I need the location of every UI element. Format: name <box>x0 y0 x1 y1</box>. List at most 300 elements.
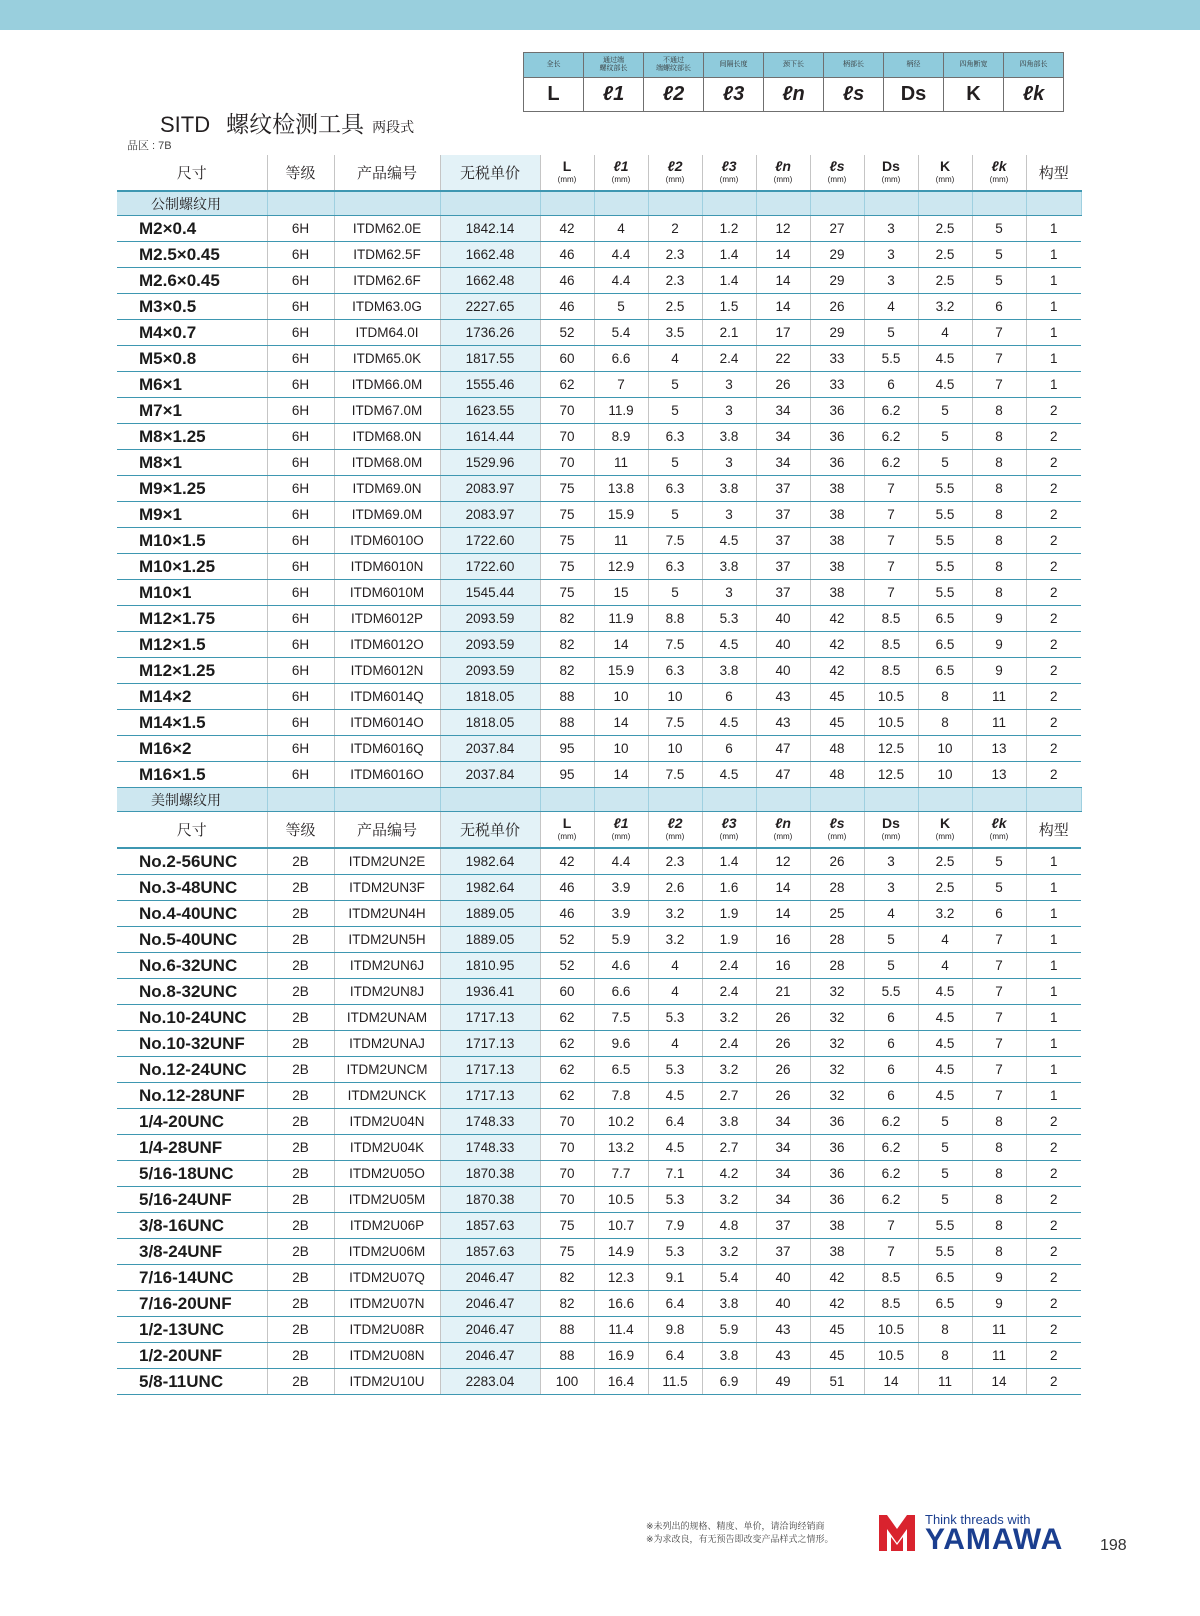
table-cell: 9 <box>972 1265 1026 1291</box>
table-cell: 2B <box>267 1005 334 1031</box>
table-cell: No.10-24UNC <box>117 1005 267 1031</box>
legend-header-cell: 间隔长度 <box>704 53 764 78</box>
table-cell: 9 <box>972 658 1026 684</box>
table-cell: 7 <box>972 979 1026 1005</box>
table-cell: ITDM6010M <box>334 580 440 606</box>
table-cell: 7.1 <box>648 1161 702 1187</box>
column-unit: (mm) <box>881 831 901 841</box>
section-spacer <box>648 788 702 812</box>
table-cell: 11 <box>972 1343 1026 1369</box>
table-cell: 75 <box>540 1239 594 1265</box>
table-cell: 6.2 <box>864 1187 918 1213</box>
table-cell: 8 <box>972 1135 1026 1161</box>
table-cell: 1717.13 <box>440 1005 540 1031</box>
table-row <box>117 848 1081 875</box>
table-cell: 8.5 <box>864 658 918 684</box>
table-row <box>117 1239 1081 1265</box>
column-header <box>972 812 1026 849</box>
table-cell: 12 <box>756 216 810 242</box>
table-cell: 40 <box>756 606 810 632</box>
table-row <box>117 320 1081 346</box>
table-cell: 2.5 <box>918 242 972 268</box>
table-cell: 5.5 <box>918 502 972 528</box>
column-header <box>756 155 810 191</box>
table-cell: 36 <box>810 1109 864 1135</box>
table-cell: 3 <box>702 450 756 476</box>
table-cell: 26 <box>756 1005 810 1031</box>
column-header: 无税单价 <box>440 155 540 191</box>
table-cell: 6.5 <box>918 606 972 632</box>
table-row <box>117 1109 1081 1135</box>
table-cell: 4 <box>648 953 702 979</box>
table-cell: 2 <box>1026 1239 1081 1265</box>
table-cell: M12×1.5 <box>117 632 267 658</box>
column-symbol: ℓ3 <box>721 814 737 831</box>
table-row <box>117 736 1081 762</box>
table-cell: 2.5 <box>648 294 702 320</box>
table-cell: 13.8 <box>594 476 648 502</box>
table-cell: 26 <box>756 1057 810 1083</box>
table-cell: 42 <box>540 216 594 242</box>
table-cell: 3.2 <box>702 1187 756 1213</box>
table-cell: 46 <box>540 875 594 901</box>
table-cell: 5 <box>972 216 1026 242</box>
table-cell: 36 <box>810 1135 864 1161</box>
section-spacer <box>918 191 972 216</box>
table-cell: ITDM69.0M <box>334 502 440 528</box>
table-cell: 2.5 <box>918 216 972 242</box>
table-cell: 14 <box>756 268 810 294</box>
table-cell: 6H <box>267 684 334 710</box>
table-cell: 6.6 <box>594 346 648 372</box>
table-cell: 1857.63 <box>440 1239 540 1265</box>
table-cell: 15.9 <box>594 502 648 528</box>
table-cell: 8 <box>972 1213 1026 1239</box>
table-cell: 16 <box>756 927 810 953</box>
table-cell: 82 <box>540 606 594 632</box>
table-cell: 7.5 <box>648 528 702 554</box>
table-cell: No.12-28UNF <box>117 1083 267 1109</box>
table-cell: ITDM2UN2E <box>334 848 440 875</box>
table-cell: 2.1 <box>702 320 756 346</box>
table-cell: 16.9 <box>594 1343 648 1369</box>
table-cell: 40 <box>756 1291 810 1317</box>
table-cell: 37 <box>756 1213 810 1239</box>
table-cell: 46 <box>540 268 594 294</box>
table-cell: 8.5 <box>864 1291 918 1317</box>
table-cell: 6.2 <box>864 1109 918 1135</box>
column-unit: (mm) <box>557 831 577 841</box>
column-symbol: ℓk <box>991 814 1007 831</box>
table-cell: 2 <box>1026 580 1081 606</box>
table-cell: 3 <box>702 372 756 398</box>
table-cell: 3.9 <box>594 875 648 901</box>
table-cell: 1.6 <box>702 875 756 901</box>
table-cell: 7/16-14UNC <box>117 1265 267 1291</box>
table-cell: 3/8-16UNC <box>117 1213 267 1239</box>
table-cell: 29 <box>810 268 864 294</box>
table-cell: 8 <box>972 1239 1026 1265</box>
table-cell: 4.8 <box>702 1213 756 1239</box>
table-cell: 42 <box>540 848 594 875</box>
table-cell: 82 <box>540 1265 594 1291</box>
table-cell: 3.2 <box>918 901 972 927</box>
table-cell: 38 <box>810 1239 864 1265</box>
table-cell: 70 <box>540 1109 594 1135</box>
table-cell: 2.3 <box>648 242 702 268</box>
table-cell: 4 <box>594 216 648 242</box>
table-cell: 2B <box>267 1369 334 1395</box>
table-cell: 2046.47 <box>440 1343 540 1369</box>
table-cell: 51 <box>810 1369 864 1395</box>
table-cell: ITDM2U06M <box>334 1239 440 1265</box>
table-cell: 1722.60 <box>440 528 540 554</box>
table-cell: 62 <box>540 1031 594 1057</box>
table-cell: 11.5 <box>648 1369 702 1395</box>
table-cell: 17 <box>756 320 810 346</box>
table-cell: 4.6 <box>594 953 648 979</box>
table-row <box>117 1187 1081 1213</box>
table-cell: 3.8 <box>702 554 756 580</box>
table-cell: 2 <box>648 216 702 242</box>
table-cell: 7 <box>972 953 1026 979</box>
table-cell: 1662.48 <box>440 268 540 294</box>
table-cell: 1870.38 <box>440 1187 540 1213</box>
table-cell: 8.8 <box>648 606 702 632</box>
table-cell: 5 <box>972 242 1026 268</box>
column-unit: (mm) <box>665 174 685 184</box>
table-cell: 2.6 <box>648 875 702 901</box>
table-cell: 28 <box>810 875 864 901</box>
table-cell: 5 <box>918 424 972 450</box>
table-cell: 6H <box>267 736 334 762</box>
table-cell: 1.2 <box>702 216 756 242</box>
table-cell: 52 <box>540 320 594 346</box>
table-cell: 48 <box>810 762 864 788</box>
table-cell: 1 <box>1026 320 1081 346</box>
table-cell: 1842.14 <box>440 216 540 242</box>
column-symbol: ℓk <box>991 157 1007 174</box>
table-cell: 26 <box>810 294 864 320</box>
table-cell: 5.4 <box>702 1265 756 1291</box>
table-cell: 2 <box>1026 476 1081 502</box>
table-row <box>117 901 1081 927</box>
table-cell: 32 <box>810 979 864 1005</box>
table-cell: 5.5 <box>864 346 918 372</box>
table-cell: 2 <box>1026 762 1081 788</box>
table-cell: 5.9 <box>702 1317 756 1343</box>
section-spacer <box>1026 788 1081 812</box>
table-cell: 14 <box>864 1369 918 1395</box>
table-cell: 8.5 <box>864 1265 918 1291</box>
table-cell: 2 <box>1026 736 1081 762</box>
table-cell: 8 <box>972 424 1026 450</box>
table-cell: 62 <box>540 1057 594 1083</box>
table-cell: ITDM66.0M <box>334 372 440 398</box>
table-cell: 6 <box>972 901 1026 927</box>
table-cell: 2B <box>267 1083 334 1109</box>
table-cell: 5 <box>918 1109 972 1135</box>
table-cell: 1936.41 <box>440 979 540 1005</box>
table-cell: 6.6 <box>594 979 648 1005</box>
table-cell: 2 <box>1026 424 1081 450</box>
table-row <box>117 268 1081 294</box>
table-cell: 36 <box>810 398 864 424</box>
table-cell: 5 <box>648 398 702 424</box>
table-cell: ITDM2U05O <box>334 1161 440 1187</box>
column-header <box>702 155 756 191</box>
table-cell: 2.7 <box>702 1083 756 1109</box>
table-cell: 5.3 <box>648 1005 702 1031</box>
table-cell: 28 <box>810 927 864 953</box>
legend-symbol-cell: Ds <box>884 78 944 112</box>
column-header <box>540 155 594 191</box>
table-row <box>117 632 1081 658</box>
legend-header-cell: 四角部长 <box>1004 53 1064 78</box>
table-cell: ITDM2UNCK <box>334 1083 440 1109</box>
table-cell: 7 <box>972 1031 1026 1057</box>
column-symbol: ℓ1 <box>613 157 629 174</box>
table-cell: 28 <box>810 953 864 979</box>
table-cell: 1 <box>1026 1031 1081 1057</box>
table-cell: 2 <box>1026 1135 1081 1161</box>
table-cell: 11 <box>594 450 648 476</box>
section-spacer <box>540 788 594 812</box>
legend-symbol-cell: L <box>524 78 584 112</box>
table-cell: 3 <box>864 216 918 242</box>
column-header: 构型 <box>1026 812 1081 849</box>
table-cell: 1722.60 <box>440 554 540 580</box>
column-unit: (mm) <box>773 174 793 184</box>
table-cell: 5.5 <box>918 580 972 606</box>
column-symbol: K <box>939 157 951 174</box>
table-cell: 21 <box>756 979 810 1005</box>
table-cell: 82 <box>540 1291 594 1317</box>
table-cell: 34 <box>756 398 810 424</box>
table-cell: 42 <box>810 1265 864 1291</box>
table-cell: 42 <box>810 632 864 658</box>
table-cell: 5 <box>594 294 648 320</box>
table-cell: 2B <box>267 927 334 953</box>
table-cell: 6.3 <box>648 554 702 580</box>
table-cell: 1857.63 <box>440 1213 540 1239</box>
table-cell: ITDM2U07Q <box>334 1265 440 1291</box>
table-cell: 45 <box>810 684 864 710</box>
table-cell: M2×0.4 <box>117 216 267 242</box>
table-cell: 14 <box>756 294 810 320</box>
legend-symbol-cell: ℓ2 <box>644 78 704 112</box>
column-header <box>810 155 864 191</box>
table-cell: 1 <box>1026 242 1081 268</box>
column-symbol: K <box>939 814 951 831</box>
spec-table <box>117 155 1082 1395</box>
legend-symbol-cell: K <box>944 78 1004 112</box>
table-cell: 1614.44 <box>440 424 540 450</box>
table-cell: 3.8 <box>702 476 756 502</box>
table-cell: M8×1.25 <box>117 424 267 450</box>
table-cell: 40 <box>756 632 810 658</box>
table-cell: 4.5 <box>918 1005 972 1031</box>
table-cell: 7 <box>864 476 918 502</box>
table-cell: 33 <box>810 372 864 398</box>
table-cell: 40 <box>756 658 810 684</box>
table-cell: 5 <box>918 1135 972 1161</box>
table-cell: 8.5 <box>864 632 918 658</box>
table-cell: 2046.47 <box>440 1317 540 1343</box>
table-cell: 1 <box>1026 901 1081 927</box>
table-cell: 43 <box>756 1317 810 1343</box>
table-cell: 34 <box>756 450 810 476</box>
table-cell: 2093.59 <box>440 632 540 658</box>
table-cell: 4.4 <box>594 268 648 294</box>
table-cell: 10.5 <box>594 1187 648 1213</box>
table-cell: 5 <box>918 1187 972 1213</box>
section-spacer <box>756 191 810 216</box>
table-cell: 6.3 <box>648 424 702 450</box>
table-cell: 10.5 <box>864 684 918 710</box>
table-cell: 5.3 <box>702 606 756 632</box>
table-cell: 2.4 <box>702 953 756 979</box>
table-cell: M2.6×0.45 <box>117 268 267 294</box>
table-cell: 10 <box>648 684 702 710</box>
table-cell: ITDM2U04K <box>334 1135 440 1161</box>
table-cell: 6 <box>864 1005 918 1031</box>
table-header-row <box>117 155 1081 191</box>
table-cell: 5 <box>648 580 702 606</box>
table-cell: ITDM2U04N <box>334 1109 440 1135</box>
table-cell: 4.5 <box>918 346 972 372</box>
table-cell: 8.9 <box>594 424 648 450</box>
table-cell: No.8-32UNC <box>117 979 267 1005</box>
table-cell: 13 <box>972 762 1026 788</box>
table-cell: 10.5 <box>864 710 918 736</box>
table-cell: 26 <box>756 1083 810 1109</box>
table-cell: 8 <box>972 450 1026 476</box>
column-header <box>594 812 648 849</box>
table-cell: 7 <box>864 554 918 580</box>
table-cell: ITDM2UN8J <box>334 979 440 1005</box>
table-cell: ITDM69.0N <box>334 476 440 502</box>
table-row <box>117 1291 1081 1317</box>
table-cell: 6.4 <box>648 1343 702 1369</box>
table-row <box>117 1005 1081 1031</box>
table-cell: 62 <box>540 1005 594 1031</box>
table-cell: 2B <box>267 1057 334 1083</box>
column-unit: (mm) <box>611 174 631 184</box>
table-cell: 46 <box>540 901 594 927</box>
table-cell: 2.5 <box>918 875 972 901</box>
table-cell: 3 <box>702 398 756 424</box>
table-cell: 11.9 <box>594 606 648 632</box>
table-cell: 5 <box>972 268 1026 294</box>
section-spacer <box>702 788 756 812</box>
table-cell: 3.8 <box>702 424 756 450</box>
table-cell: 2B <box>267 1187 334 1213</box>
table-row <box>117 1265 1081 1291</box>
table-cell: 9.1 <box>648 1265 702 1291</box>
table-cell: 4.5 <box>702 710 756 736</box>
table-cell: ITDM2U08R <box>334 1317 440 1343</box>
table-cell: 75 <box>540 554 594 580</box>
table-cell: 12 <box>756 848 810 875</box>
column-header <box>864 812 918 849</box>
table-cell: 4.5 <box>918 1057 972 1083</box>
table-cell: 7 <box>972 1005 1026 1031</box>
table-cell: 27 <box>810 216 864 242</box>
table-cell: 1.9 <box>702 927 756 953</box>
table-cell: 6.5 <box>918 658 972 684</box>
table-cell: 36 <box>810 450 864 476</box>
column-unit: (mm) <box>989 831 1009 841</box>
table-cell: 3.2 <box>648 901 702 927</box>
table-cell: 6 <box>864 1031 918 1057</box>
table-cell: 5.3 <box>648 1239 702 1265</box>
table-cell: 12.5 <box>864 736 918 762</box>
table-cell: 5 <box>864 927 918 953</box>
table-cell: 11 <box>972 710 1026 736</box>
table-cell: 1/4-20UNC <box>117 1109 267 1135</box>
section-label: 美制螺纹用 <box>117 788 267 812</box>
column-unit: (mm) <box>773 831 793 841</box>
table-cell: 6.9 <box>702 1369 756 1395</box>
table-cell: 47 <box>756 736 810 762</box>
table-cell: 95 <box>540 736 594 762</box>
table-cell: 10 <box>594 736 648 762</box>
table-cell: 2 <box>1026 502 1081 528</box>
table-cell: ITDM6012N <box>334 658 440 684</box>
legend-symbol-cell: ℓs <box>824 78 884 112</box>
section-spacer <box>440 788 540 812</box>
table-cell: 62 <box>540 1083 594 1109</box>
table-cell: 1810.95 <box>440 953 540 979</box>
column-header: 产品编号 <box>334 155 440 191</box>
table-cell: 5 <box>972 848 1026 875</box>
table-cell: ITDM68.0N <box>334 424 440 450</box>
table-cell: 7 <box>972 927 1026 953</box>
table-cell: 45 <box>810 710 864 736</box>
table-cell: 1818.05 <box>440 684 540 710</box>
table-cell: 6 <box>972 294 1026 320</box>
column-header: 等级 <box>267 812 334 849</box>
table-cell: No.10-32UNF <box>117 1031 267 1057</box>
section-spacer <box>972 788 1026 812</box>
table-cell: 7.5 <box>594 1005 648 1031</box>
table-row <box>117 762 1081 788</box>
table-cell: ITDM6014Q <box>334 684 440 710</box>
table-row <box>117 216 1081 242</box>
section-spacer <box>756 788 810 812</box>
table-row <box>117 1083 1081 1109</box>
table-cell: 10.2 <box>594 1109 648 1135</box>
table-cell: M8×1 <box>117 450 267 476</box>
product-code: SITD <box>160 112 211 137</box>
column-symbol: ℓ2 <box>667 157 683 174</box>
table-cell: ITDM2UNAM <box>334 1005 440 1031</box>
table-cell: 2B <box>267 1239 334 1265</box>
table-cell: 2 <box>1026 1213 1081 1239</box>
table-row <box>117 875 1081 901</box>
table-cell: 2B <box>267 1317 334 1343</box>
table-cell: ITDM62.0E <box>334 216 440 242</box>
table-cell: 70 <box>540 424 594 450</box>
table-cell: 1.9 <box>702 901 756 927</box>
page-number: 198 <box>1100 1537 1127 1554</box>
table-cell: M14×1.5 <box>117 710 267 736</box>
table-cell: No.12-24UNC <box>117 1057 267 1083</box>
table-cell: 5.5 <box>918 528 972 554</box>
table-cell: 4.5 <box>918 1083 972 1109</box>
table-cell: 4.5 <box>648 1083 702 1109</box>
